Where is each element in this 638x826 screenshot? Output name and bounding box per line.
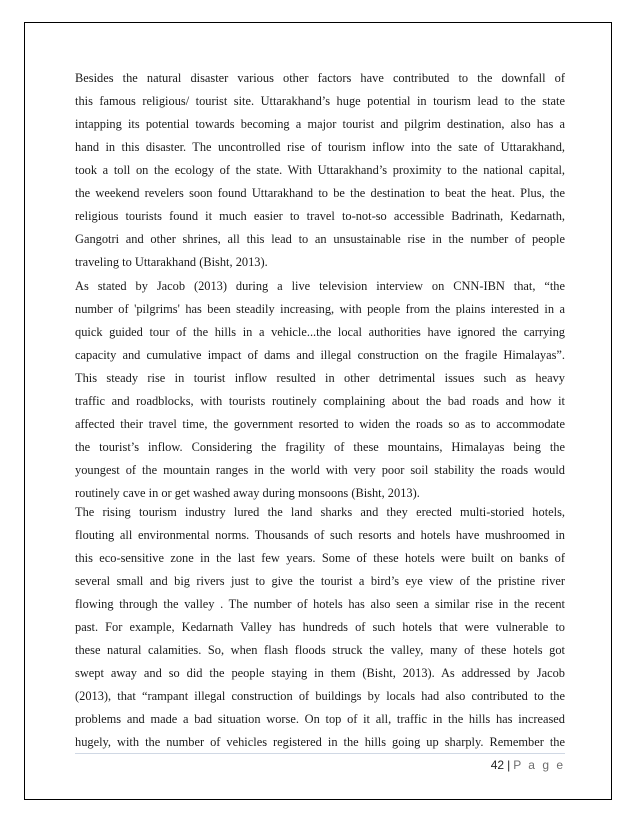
footer-rule — [75, 753, 565, 754]
text-line: Gangotri and other shrines, all this lead to an unsustainable rise in the number of people — [75, 232, 565, 246]
text-line: (2013), that “rampant illegal construction of buildings by locals had also contributed to the — [75, 689, 565, 703]
text-line: The rising tourism industry lured the land sharks and they erected multi-storied hotels, — [75, 505, 565, 519]
text-line: the weekend revelers soon found Uttarakhand to be the destination to beat the heat. Plus, the — [75, 186, 565, 200]
text-line: swept away and so did the people staying in them (Bisht, 2013). As addressed by Jacob — [75, 666, 565, 680]
text-line: flowing through the valley . The number of hotels has also seen a similar rise in the recent — [75, 597, 565, 611]
footer-separator: | — [507, 758, 511, 772]
text-line: past. For example, Kedarnath Valley has hundreds of such hotels that were vulnerable to — [75, 620, 565, 634]
text-line: this famous religious/ tourist site. Uttarakhand’s huge potential in tourism lead to the state — [75, 94, 565, 108]
text-line: the tourist’s inflow. Considering the fragility of these mountains, Himalayas being the — [75, 440, 565, 454]
text-line: This steady rise in tourist inflow resulted in other detrimental issues such as heavy — [75, 371, 565, 385]
paragraph-2 — [75, 275, 565, 505]
paragraph-3 — [75, 501, 565, 754]
text-line: flouting all environmental norms. Thousands of such resorts and hotels have mushroomed in — [75, 528, 565, 542]
text-line: affected their travel time, the government resorted to widen the roads so as to accommodate — [75, 417, 565, 431]
page-number: 42 — [490, 758, 505, 772]
page-label: P a g e — [513, 758, 565, 772]
text-line: these natural calamities. So, when flash floods struck the valley, many of these hotels got — [75, 643, 565, 657]
text-line: routinely cave in or get washed away during monsoons (Bisht, 2013). — [75, 486, 420, 500]
text-line: hand in this disaster. The uncontrolled rise of tourism inflow into the sate of Uttarakhand, — [75, 140, 565, 154]
text-line: religious tourists found it much easier to travel to-not-so accessible Badrinath, Kedarnath, — [75, 209, 565, 223]
text-line: traveling to Uttarakhand (Bisht, 2013). — [75, 255, 268, 269]
text-line: traffic and roadblocks, with tourists routinely complaining about the bad roads and how it — [75, 394, 565, 408]
text-line: problems and made a bad situation worse. On top of it all, traffic in the hills has increased — [75, 712, 565, 726]
text-line: capacity and cumulative impact of dams and illegal construction on the fragile Himalayas”. — [75, 348, 565, 362]
paragraph-1 — [75, 67, 565, 274]
text-line: intapping its potential towards becoming a major tourist and pilgrim destination, also has a — [75, 117, 565, 131]
text-line: quick guided tour of the hills in a vehicle...the local authorities have ignored the carrying — [75, 325, 565, 339]
text-line: this eco-sensitive zone in the last few years. Some of these hotels were built on banks of — [75, 551, 565, 565]
text-line: Besides the natural disaster various other factors have contributed to the downfall of — [75, 71, 565, 85]
text-line: hugely, with the number of vehicles registered in the hills going up sharply. Remember the — [75, 735, 565, 749]
text-line: number of 'pilgrims' has been steadily increasing, with people from the plains interested in a — [75, 302, 565, 316]
text-line: took a toll on the ecology of the state. With Uttarakhand’s proximity to the national capital, — [75, 163, 565, 177]
page-footer — [491, 757, 565, 773]
text-line: As stated by Jacob (2013) during a live television interview on CNN-IBN that, “the — [75, 279, 565, 293]
text-line: youngest of the mountain ranges in the world with very poor soil stability the roads would — [75, 463, 565, 477]
text-line: several small and big rivers just to give the tourist a bird’s eye view of the pristine river — [75, 574, 565, 588]
